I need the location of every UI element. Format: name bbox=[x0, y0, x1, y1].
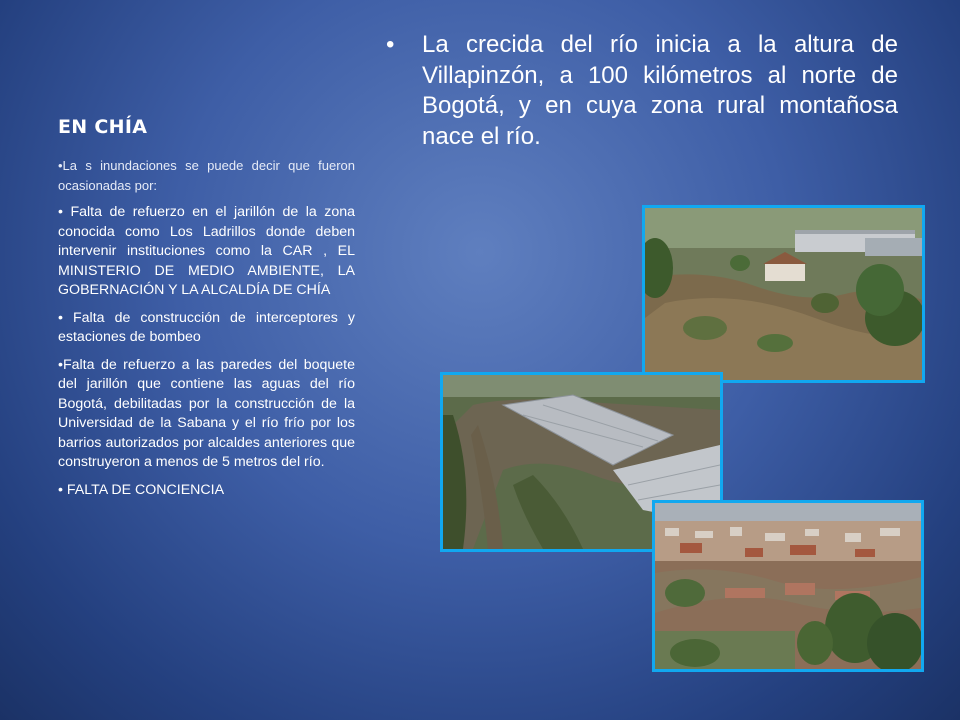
river-origin-text: La crecida del río inicia a la altura de Villapinzón, a 100 kilómetros al norte de Bogotá, y en cuya zona rural montañosa nace el río. bbox=[422, 31, 898, 150]
causes-intro: •La s inundaciones se puede decir que fueron ocasionadas por: bbox=[58, 158, 355, 193]
flood-photo-farm bbox=[642, 205, 925, 383]
causes-text-block bbox=[58, 156, 355, 508]
cause-item: • Falta de refuerzo en el jarillón de la zona conocida como Los Ladrillos donde deben intervenir instituciones como la CAR , EL MINISTERIO DE MEDIO AMBIENTE, LA GOBERNACIÓN Y LA ALCALDÍA DE CHÍA bbox=[58, 204, 355, 298]
slide-title: EN CHÍA bbox=[58, 116, 148, 138]
river-origin-text-block bbox=[386, 30, 898, 152]
cause-item: • Falta de construcción de interceptores y estaciones de bombeo bbox=[58, 309, 355, 345]
cause-item: • FALTA DE CONCIENCIA bbox=[58, 481, 225, 498]
cause-item: •Falta de refuerzo a las paredes del boquete del jarillón que contiene las aguas del río Bogotá, debilitadas por la construcción de la Universidad de la Sabana y el río frío por los barrios autorizados por alcaldes anteriores que construyeron a menos de 5 metros del río. bbox=[58, 356, 355, 470]
flood-photo-town bbox=[652, 500, 924, 672]
bullet-marker: • bbox=[386, 31, 395, 58]
